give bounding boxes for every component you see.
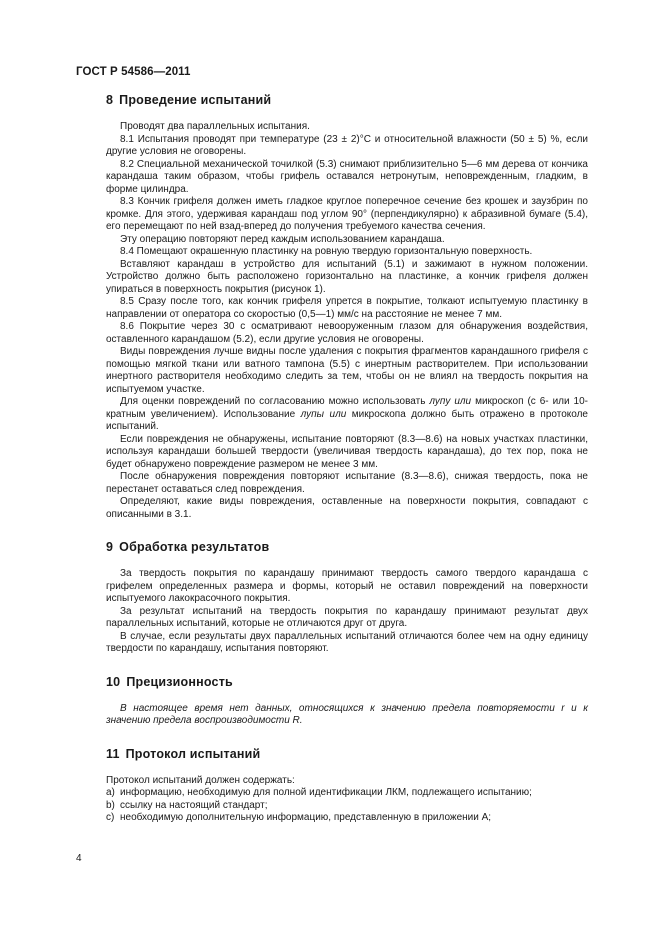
paragraph: 8.2 Специальной механической точилкой (5.3) снимают приблизительно 5—6 мм дерева от кончика карандаша таким образом, чтобы грифель оставался нетронутым, неповрежденным, гладким, в форме цилиндра. xyxy=(106,158,588,195)
paragraph: В случае, если результаты двух параллельных испытаний отличаются более чем на одну единицу твердости по карандашу, испытания повторяют. xyxy=(106,630,588,654)
paragraph: Определяют, какие виды повреждения, оставленные на поверхности покрытия, совпадают с описанными в 3.1. xyxy=(106,496,588,520)
list-item: с) необходимую дополнительную информацию, представленную в приложении А; xyxy=(106,812,492,823)
paragraph: Вставляют карандаш в устройство для испытаний (5.1) и зажимают в нужном положении. Устройство должно быть расположено горизонтально на пластинке, а кончик грифеля должен упираться в поверхность покрытия (рисунок 1). xyxy=(106,258,588,295)
section-heading-9: 9 Обработка результатов xyxy=(106,540,270,554)
section-heading-8: 8 Проведение испытаний xyxy=(106,93,272,107)
paragraph: 8.5 Сразу после того, как кончик грифеля упрется в покрытие, толкают испытуемую пластинку в направлении от оператора со скоростью (0,5—1) мм/с на расстояние не менее 7 мм. xyxy=(106,296,588,320)
paragraph: 8.6 Покрытие через 30 с осматривают невооруженным глазом для обнаружения воздействия, оставленного карандашом (5.2), если другие условия не оговорены. xyxy=(106,321,588,345)
paragraph: 8.4 Помещают окрашенную пластинку на ровную твердую горизонтальную поверхность. xyxy=(120,246,533,257)
paragraph: Проводят два параллельных испытания. xyxy=(120,121,310,132)
section-heading-10: 10 Прецизионность xyxy=(106,674,233,689)
list-item: b) ссылку на настоящий стандарт; xyxy=(106,799,268,811)
paragraph: Эту операцию повторяют перед каждым использованием карандаша. xyxy=(120,233,445,245)
paragraph: 8.1 Испытания проводят при температуре (23 ± 2)°С и относительной влажности (50 ± 5) %, если другие условия не оговорены. xyxy=(106,133,588,157)
list-item: а) информацию, необходимую для полной идентификации ЛКМ, подлежащего испытанию; xyxy=(106,787,532,798)
paragraph: Если повреждения не обнаружены, испытание повторяют (8.3—8.6) на новых участках пластинки, используя карандаши большей твердости (увеличивая твердость карандаша), до тех пор, пока не будет обнаружено повреждение размером не менее 3 мм. xyxy=(106,433,588,470)
report-contents-list xyxy=(106,787,588,825)
standard-header: ГОСТ Р 54586—2011 xyxy=(76,66,191,78)
paragraph-precision: В настоящее время нет данных, относящихся к значению предела повторяемости r и к значению предела воспроизводимости R. xyxy=(106,702,588,726)
section-heading-11: 11 Протокол испытаний xyxy=(106,746,261,761)
paragraph: Виды повреждения лучше видны после удаления с покрытия фрагментов карандашного грифеля с помощью мягкой ткани или ватного тампона (5.5) с инертным растворителем. При использовании инертного растворителя необходимо следить за тем, чтобы он не влиял на твердость покрытия на испытуемом участке. xyxy=(106,346,588,395)
paragraph: Протокол испытаний должен содержать: xyxy=(106,774,295,786)
page-content xyxy=(106,92,588,825)
paragraph: За результат испытаний на твердость покрытия по карандашу принимают результат двух параллельных испытаний, которые не отличаются друг от друга. xyxy=(106,605,588,629)
page-number: 4 xyxy=(76,853,82,864)
paragraph: После обнаружения повреждения повторяют испытание (8.3—8.6), снижая твердость, пока не перестанет оставаться след повреждения. xyxy=(106,471,588,495)
paragraph-magnifier: Для оценки повреждений по согласованию можно использовать лупу или микроскоп (с 6- или 10-кратным увеличением). Использование лупы или микроскопа должно быть отражено в протоколе испытаний. xyxy=(106,396,588,432)
paragraph: За твердость покрытия по карандашу принимают твердость самого твердого карандаша с грифелем определенных размера и формы, который не оставил повреждений на поверхности испытуемого лакокрасочного покрытия. xyxy=(106,568,588,604)
paragraph: 8.3 Кончик грифеля должен иметь гладкое круглое поперечное сечение без крошек и заузбрин по кромке. Для этого, удерживая карандаш под углом 90° (перпендикулярно) к абразивной бумаге (5.4), его перемещают по ней взад-вперед до получения требуемого качества сечения. xyxy=(106,196,588,232)
